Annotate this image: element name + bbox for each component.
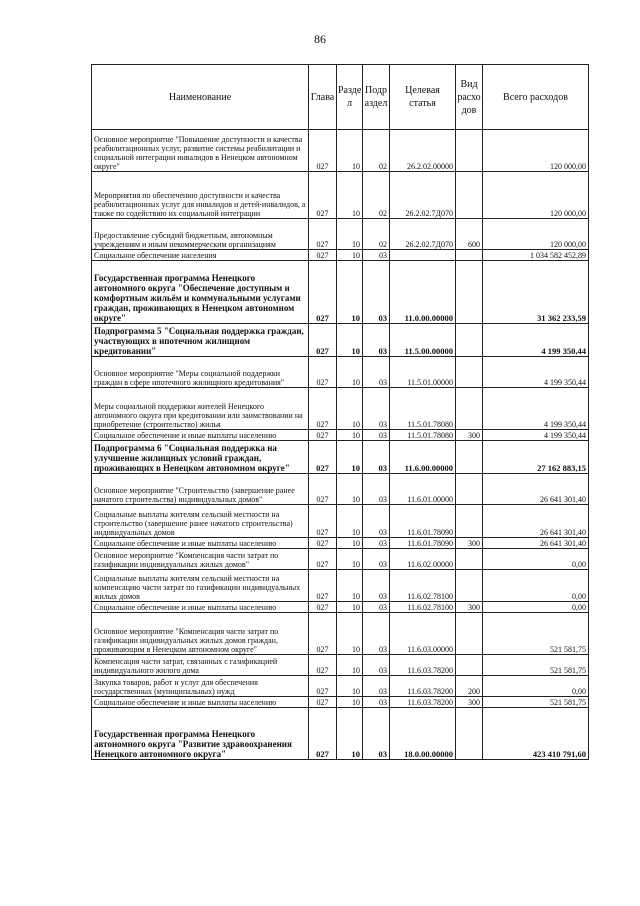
cell-subsection: 03 xyxy=(363,388,390,430)
cell-total: 26 641 301,40 xyxy=(483,505,589,538)
cell-total: 26 641 301,40 xyxy=(483,538,589,549)
table-row xyxy=(92,676,589,697)
cell-subsection: 03 xyxy=(363,538,390,549)
cell-total: 27 162 883,15 xyxy=(483,441,589,474)
header-total: Всего расходов xyxy=(483,65,589,130)
cell-chapter: 027 xyxy=(309,549,337,570)
cell-section: 10 xyxy=(337,441,363,474)
table-row xyxy=(92,505,589,538)
cell-chapter: 027 xyxy=(309,130,337,172)
cell-name: Подпрограмма 6 "Социальная поддержка на улучшение жилищных условий граждан, проживающих в Ненецком автономном округе" xyxy=(92,441,309,474)
header-section: Разде л xyxy=(337,65,363,130)
cell-section: 10 xyxy=(337,388,363,430)
cell-total: 31 362 233,59 xyxy=(483,261,589,324)
cell-chapter: 027 xyxy=(309,676,337,697)
cell-section: 10 xyxy=(337,505,363,538)
cell-target: 26.2.02.7Д070 xyxy=(390,219,456,250)
cell-expense-type xyxy=(456,357,483,388)
cell-expense-type xyxy=(456,655,483,676)
cell-total: 26 641 301,40 xyxy=(483,474,589,505)
cell-total: 1 034 582 452,89 xyxy=(483,250,589,261)
table-row xyxy=(92,430,589,441)
table-row xyxy=(92,172,589,219)
table-row xyxy=(92,697,589,708)
cell-subsection: 02 xyxy=(363,172,390,219)
table-row xyxy=(92,549,589,570)
cell-expense-type xyxy=(456,172,483,219)
cell-subsection: 03 xyxy=(363,357,390,388)
cell-section: 10 xyxy=(337,708,363,760)
cell-name: Социальные выплаты жителям сельской местности на строительство (завершение ранее начатого строительства) индивидуальных домов xyxy=(92,505,309,538)
cell-expense-type: 300 xyxy=(456,538,483,549)
cell-subsection: 03 xyxy=(363,570,390,602)
cell-chapter: 027 xyxy=(309,324,337,357)
cell-target: 11.6.02.78100 xyxy=(390,602,456,613)
cell-name: Социальное обеспечение и иные выплаты населению xyxy=(92,538,309,549)
cell-chapter: 027 xyxy=(309,388,337,430)
table-row xyxy=(92,250,589,261)
table-row xyxy=(92,708,589,760)
cell-expense-type xyxy=(456,549,483,570)
cell-expense-type xyxy=(456,474,483,505)
header-chapter: Глава xyxy=(309,65,337,130)
cell-expense-type xyxy=(456,613,483,655)
cell-chapter: 027 xyxy=(309,708,337,760)
cell-expense-type: 600 xyxy=(456,219,483,250)
cell-expense-type xyxy=(456,250,483,261)
cell-section: 10 xyxy=(337,538,363,549)
cell-section: 10 xyxy=(337,697,363,708)
cell-subsection: 03 xyxy=(363,708,390,760)
cell-name: Основное мероприятие "Повышение доступности и качества реабилитационных услуг, развитие системы реабилитации и социальной интеграции инвалидов в Ненецком автономном округе" xyxy=(92,130,309,172)
cell-target: 11.5.00.00000 xyxy=(390,324,456,357)
cell-chapter: 027 xyxy=(309,430,337,441)
cell-chapter: 027 xyxy=(309,219,337,250)
cell-expense-type xyxy=(456,261,483,324)
cell-target: 11.6.02.78100 xyxy=(390,570,456,602)
cell-target: 11.6.03.78200 xyxy=(390,676,456,697)
table-row xyxy=(92,655,589,676)
cell-total: 120 000,00 xyxy=(483,172,589,219)
cell-target: 11.5.01.78080 xyxy=(390,388,456,430)
cell-chapter: 027 xyxy=(309,602,337,613)
cell-section: 10 xyxy=(337,250,363,261)
cell-total: 0,00 xyxy=(483,602,589,613)
cell-target: 11.6.03.78200 xyxy=(390,655,456,676)
budget-table xyxy=(91,64,589,760)
cell-expense-type: 300 xyxy=(456,697,483,708)
cell-total: 0,00 xyxy=(483,549,589,570)
cell-total: 521 581,75 xyxy=(483,613,589,655)
table-row xyxy=(92,130,589,172)
cell-name: Социальное обеспечение населения xyxy=(92,250,309,261)
cell-name: Основное мероприятие "Компенсация части затрат по газификации индивидуальных жилых домов" xyxy=(92,549,309,570)
cell-section: 10 xyxy=(337,219,363,250)
table-row xyxy=(92,613,589,655)
cell-name: Государственная программа Ненецкого автономного округа "Обеспечение доступным и комфортным жильём и коммунальными услугами граждан, проживающих в Ненецком автономном округе" xyxy=(92,261,309,324)
cell-target: 26.2.02.7Д070 xyxy=(390,172,456,219)
cell-section: 10 xyxy=(337,676,363,697)
cell-total: 4 199 350,44 xyxy=(483,430,589,441)
cell-subsection: 03 xyxy=(363,430,390,441)
cell-chapter: 027 xyxy=(309,172,337,219)
cell-name: Социальное обеспечение и иные выплаты населению xyxy=(92,430,309,441)
cell-chapter: 027 xyxy=(309,613,337,655)
cell-total: 521 581,75 xyxy=(483,697,589,708)
cell-chapter: 027 xyxy=(309,538,337,549)
cell-chapter: 027 xyxy=(309,655,337,676)
table-row xyxy=(92,219,589,250)
cell-section: 10 xyxy=(337,172,363,219)
cell-expense-type xyxy=(456,708,483,760)
cell-chapter: 027 xyxy=(309,570,337,602)
cell-chapter: 027 xyxy=(309,441,337,474)
table-row xyxy=(92,357,589,388)
cell-section: 10 xyxy=(337,324,363,357)
cell-target: 11.5.01.78080 xyxy=(390,430,456,441)
table-row xyxy=(92,441,589,474)
cell-section: 10 xyxy=(337,261,363,324)
cell-total: 423 410 791,60 xyxy=(483,708,589,760)
cell-name: Закупка товаров, работ и услуг для обеспечения государственных (муниципальных) нужд xyxy=(92,676,309,697)
header-subsection: Подр аздел xyxy=(363,65,390,130)
cell-total: 120 000,00 xyxy=(483,219,589,250)
cell-subsection: 03 xyxy=(363,655,390,676)
cell-total: 0,00 xyxy=(483,676,589,697)
cell-target: 11.5.01.00000 xyxy=(390,357,456,388)
table-row xyxy=(92,474,589,505)
cell-section: 10 xyxy=(337,130,363,172)
table-row xyxy=(92,324,589,357)
cell-expense-type xyxy=(456,130,483,172)
cell-expense-type xyxy=(456,570,483,602)
cell-name: Основное мероприятие "Строительство (завершение ранее начатого строительства) индивидуальных домов" xyxy=(92,474,309,505)
cell-section: 10 xyxy=(337,357,363,388)
cell-chapter: 027 xyxy=(309,697,337,708)
cell-subsection: 03 xyxy=(363,261,390,324)
cell-total: 4 199 350,44 xyxy=(483,324,589,357)
cell-expense-type: 200 xyxy=(456,676,483,697)
cell-chapter: 027 xyxy=(309,261,337,324)
cell-target: 11.6.00.00000 xyxy=(390,441,456,474)
cell-subsection: 02 xyxy=(363,130,390,172)
cell-expense-type xyxy=(456,324,483,357)
cell-name: Основное мероприятие "Меры социальной поддержки граждан в сфере ипотечного жилищного кредитования" xyxy=(92,357,309,388)
cell-subsection: 03 xyxy=(363,697,390,708)
cell-target: 11.6.01.78090 xyxy=(390,505,456,538)
table-row xyxy=(92,538,589,549)
cell-total: 0,00 xyxy=(483,570,589,602)
cell-target: 11.6.03.78200 xyxy=(390,697,456,708)
cell-subsection: 03 xyxy=(363,474,390,505)
cell-subsection: 03 xyxy=(363,441,390,474)
cell-subsection: 03 xyxy=(363,324,390,357)
cell-name: Социальные выплаты жителям сельской местности на компенсацию части затрат по газификации индивидуальных жилых домов xyxy=(92,570,309,602)
cell-section: 10 xyxy=(337,655,363,676)
header-expense-type: Вид расхо дов xyxy=(456,65,483,130)
table-row xyxy=(92,261,589,324)
table-row xyxy=(92,570,589,602)
table-header-row xyxy=(92,65,589,130)
cell-subsection: 02 xyxy=(363,219,390,250)
header-name: Наименование xyxy=(92,65,309,130)
cell-chapter: 027 xyxy=(309,474,337,505)
header-target: Целевая статья xyxy=(390,65,456,130)
cell-name: Мероприятия по обеспечению доступности и качества реабилитационных услуг для инвалидов и детей-инвалидов, а также по содействию их социальной интеграции xyxy=(92,172,309,219)
cell-name: Подпрограмма 5 "Социальная поддержка граждан, участвующих в ипотечном жилищном кредитовании" xyxy=(92,324,309,357)
cell-section: 10 xyxy=(337,474,363,505)
cell-chapter: 027 xyxy=(309,250,337,261)
cell-chapter: 027 xyxy=(309,357,337,388)
cell-name: Основное мероприятие "Компенсация части затрат по газификации индивидуальных жилых домов граждан, проживающим в Ненецком автономном округе" xyxy=(92,613,309,655)
cell-name: Меры социальной поддержки жителей Ненецкого автономного округа при кредитовании или заимствовании на приобретение (строительство) жилья xyxy=(92,388,309,430)
cell-target: 11.6.01.78090 xyxy=(390,538,456,549)
cell-expense-type xyxy=(456,388,483,430)
cell-total: 521 581,75 xyxy=(483,655,589,676)
cell-section: 10 xyxy=(337,602,363,613)
cell-expense-type xyxy=(456,505,483,538)
table-body xyxy=(92,130,589,760)
cell-total: 120 000,00 xyxy=(483,130,589,172)
cell-subsection: 03 xyxy=(363,250,390,261)
cell-subsection: 03 xyxy=(363,505,390,538)
cell-total: 4 199 350,44 xyxy=(483,357,589,388)
table-row xyxy=(92,388,589,430)
cell-subsection: 03 xyxy=(363,676,390,697)
cell-section: 10 xyxy=(337,549,363,570)
cell-section: 10 xyxy=(337,430,363,441)
cell-target xyxy=(390,250,456,261)
cell-target: 11.6.03.00000 xyxy=(390,613,456,655)
cell-subsection: 03 xyxy=(363,602,390,613)
cell-name: Государственная программа Ненецкого автономного округа "Развитие здравоохранения Ненецкого автономного округа" xyxy=(92,708,309,760)
cell-expense-type xyxy=(456,441,483,474)
cell-total: 4 199 350,44 xyxy=(483,388,589,430)
cell-expense-type: 300 xyxy=(456,430,483,441)
cell-subsection: 03 xyxy=(363,549,390,570)
cell-name: Компенсация части затрат, связанных с газификацией индивидуального жилого дома xyxy=(92,655,309,676)
cell-name: Предоставление субсидий бюджетным, автономным учреждениям и иным некоммерческим организациям xyxy=(92,219,309,250)
cell-subsection: 03 xyxy=(363,613,390,655)
cell-target: 11.0.00.00000 xyxy=(390,261,456,324)
cell-target: 26.2.02.00000 xyxy=(390,130,456,172)
cell-name: Социальное обеспечение и иные выплаты населению xyxy=(92,697,309,708)
cell-section: 10 xyxy=(337,613,363,655)
cell-target: 11.6.02.00000 xyxy=(390,549,456,570)
cell-chapter: 027 xyxy=(309,505,337,538)
cell-section: 10 xyxy=(337,570,363,602)
cell-target: 18.0.00.00000 xyxy=(390,708,456,760)
page-number: 86 xyxy=(314,32,326,46)
table-row xyxy=(92,602,589,613)
cell-expense-type: 300 xyxy=(456,602,483,613)
cell-target: 11.6.01.00000 xyxy=(390,474,456,505)
cell-name: Социальное обеспечение и иные выплаты населению xyxy=(92,602,309,613)
